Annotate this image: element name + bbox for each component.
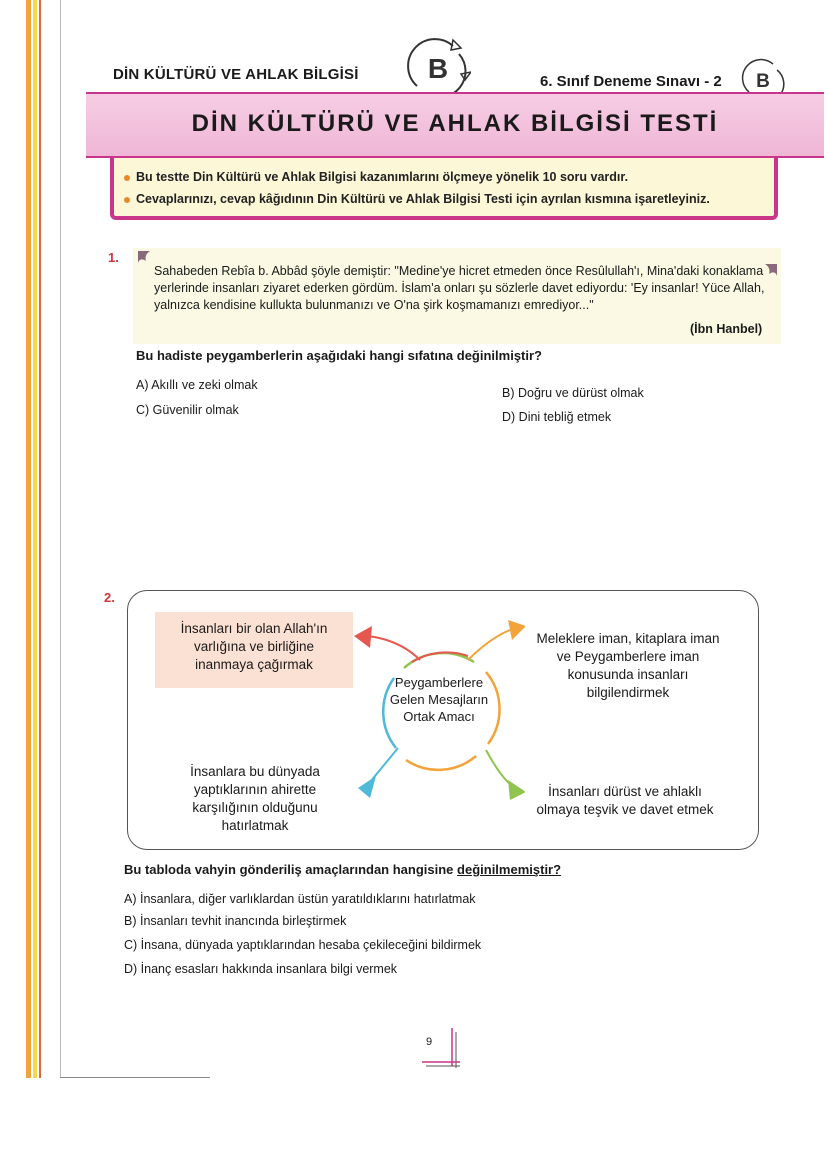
exam-title: 6. Sınıf Deneme Sınavı - 2: [540, 73, 722, 90]
purpose-card-faith-info: Meleklere iman, kitaplara iman ve Peygamberlere iman konusunda insanları bilgilendirmek: [525, 622, 731, 688]
arrow-bottom-right-icon: [508, 780, 526, 800]
question-2-option-b[interactable]: B) İnsanları tevhit inancında birleştirmek: [124, 914, 347, 928]
question-2-number: 2.: [104, 590, 115, 605]
question-2-stem-emphasis: değinilmemiştir?: [457, 862, 562, 877]
question-1-option-a[interactable]: A) Akıllı ve zeki olmak: [136, 378, 258, 392]
question-1-passage: Sahabeden Rebîa b. Abbâd şöyle demiştir: "Medine'ye hicret etmeden önce Resûlullah'ı, Mina'daki konaklama yerlerinde insanları ziyaret ederken gördüm. İslam'a onları şu sözlerle davet ediyordu: 'Ey insanlar! Yüce Allah, yalnızca kendisine kullukta bulunmanızı ve O'na şirk koşmamanızı emrediyor...": [154, 264, 765, 312]
arrow-bottom-left-icon: [358, 776, 376, 798]
page-corner-mark: [420, 1028, 460, 1068]
question-2-stem-text: Bu tabloda vahyin gönderiliş amaçlarından hangisine: [124, 862, 458, 877]
question-1-option-d[interactable]: D) Dini tebliğ etmek: [502, 410, 612, 424]
margin-rule: [60, 0, 61, 1078]
instruction-text: Cevaplarınızı, cevap kâğıdının Din Kültürü ve Ahlak Bilgisi Testi için ayrılan kısmına işaretleyiniz.: [136, 192, 710, 206]
arrow-top-left-icon: [354, 626, 372, 648]
question-2-option-a[interactable]: A) İnsanlara, diğer varlıklardan üstün yaratıldıklarını hatırlatmak: [124, 892, 476, 906]
margin-stripe-orange: [26, 0, 31, 1078]
instruction-line-1: [124, 170, 628, 184]
instruction-line-2: [124, 192, 710, 206]
purpose-card-morality: İnsanları dürüst ve ahlaklı olmaya teşvik ve davet etmek: [525, 775, 725, 825]
purpose-card-hereafter: İnsanlara bu dünyada yaptıklarının ahirette karşılığının olduğunu hatırlatmak: [155, 755, 355, 821]
arrow-top-right-icon: [508, 620, 526, 640]
question-1-source: (İbn Hanbel): [690, 322, 763, 336]
question-1-option-c[interactable]: C) Güvenilir olmak: [136, 403, 239, 417]
question-1-option-b[interactable]: B) Doğru ve dürüst olmak: [502, 386, 644, 400]
question-1-number: 1.: [108, 250, 119, 265]
booklet-letter: B: [427, 53, 449, 84]
instructions-box: [110, 158, 778, 220]
test-title: DİN KÜLTÜRÜ VE AHLAK BİLGİSİ TESTİ: [191, 110, 719, 137]
question-2-option-d[interactable]: D) İnanç esasları hakkında insanlara bilgi vermek: [124, 962, 398, 976]
bullet-icon: [124, 197, 130, 203]
booklet-letter-small: B: [756, 71, 770, 92]
instruction-text: Bu testte Din Kültürü ve Ahlak Bilgisi kazanımlarını ölçmeye yönelik 10 soru vardır.: [136, 170, 629, 184]
question-1-stem: Bu hadiste peygamberlerin aşağıdaki hangi sıfatına değinilmiştir?: [136, 348, 542, 363]
diagram-center-label: Peygamberlere Gelen Mesajların Ortak Amacı: [389, 675, 489, 724]
bottom-rule: [60, 1077, 210, 1078]
page-number: 9: [426, 1036, 433, 1048]
purpose-card-unity: İnsanları bir olan Allah'ın varlığına ve birliğine inanmaya çağırmak: [155, 612, 353, 688]
margin-stripe-yellow: [33, 0, 37, 1078]
bullet-icon: [124, 175, 130, 181]
subject-title: DİN KÜLTÜRÜ VE AHLAK BİLGİSİ: [113, 66, 359, 83]
question-2-option-c[interactable]: C) İnsana, dünyada yaptıklarından hesaba çekileceğini bildirmek: [124, 938, 482, 952]
margin-stripe-red: [39, 0, 41, 1078]
question-2-stem: [124, 862, 561, 877]
